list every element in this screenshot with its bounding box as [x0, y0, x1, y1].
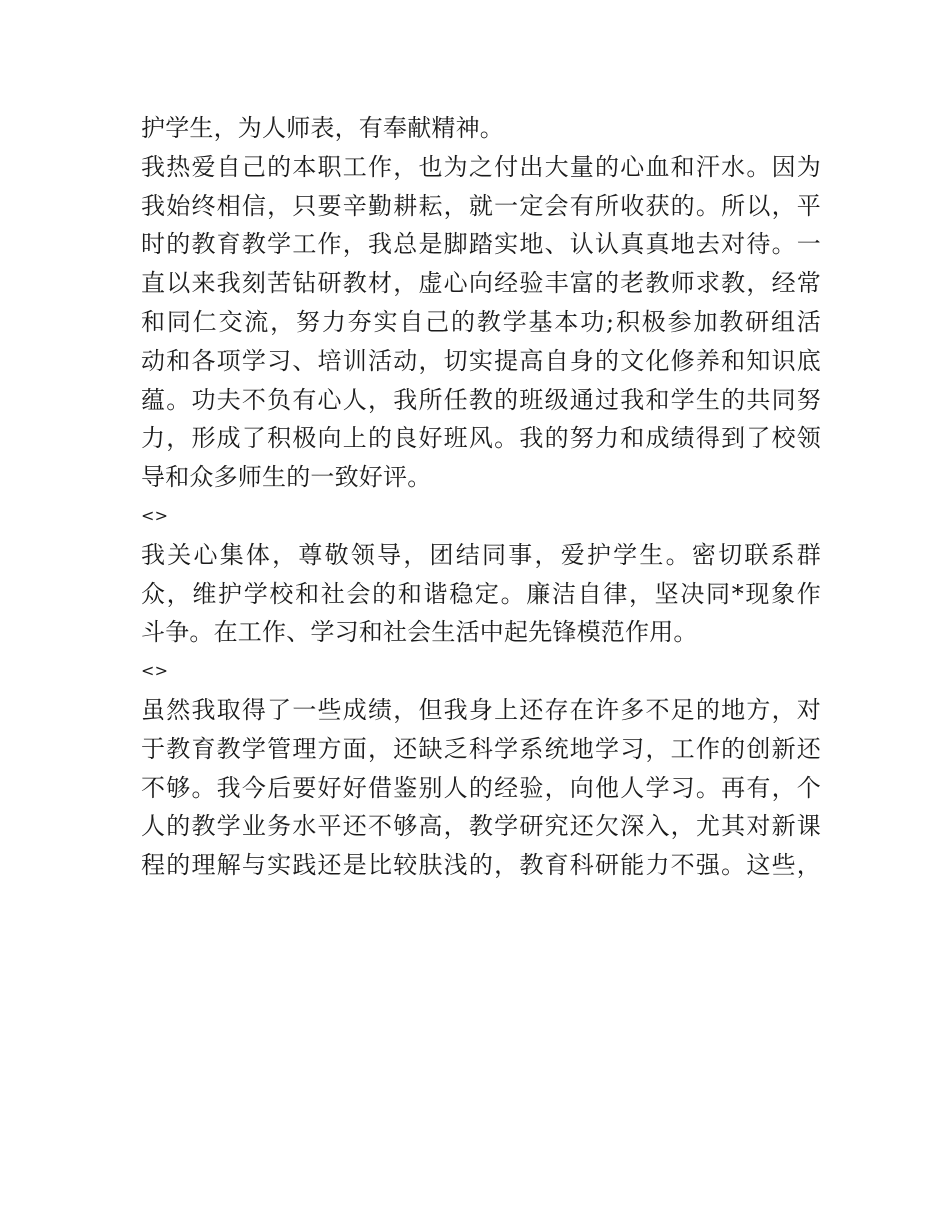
text-line: 斗争。在工作、学习和社会生活中起先锋模范作用。 — [141, 618, 698, 647]
text-line: 我关心集体，尊敬领导，团结同事，爱护学生。密切联系群 — [141, 540, 821, 569]
text-line: 动和各项学习、培训活动，切实提高自身的文化修养和知识底 — [141, 346, 821, 375]
paragraph-work-dedication — [141, 148, 821, 497]
text-line: 护学生，为人师表，有奉献精神。 — [141, 114, 504, 142]
text-line: 我热爱自己的本职工作，也为之付出大量的心血和汗水。因为 — [141, 152, 821, 181]
paragraph-continuation — [141, 109, 821, 148]
text-line: 虽然我取得了一些成绩，但我身上还存在许多不足的地方，对 — [141, 695, 821, 724]
text-line: 于教育教学管理方面，还缺乏科学系统地学习，工作的创新还 — [141, 734, 821, 763]
section-marker — [141, 497, 821, 536]
marker-text: <> — [141, 505, 169, 525]
text-line: 众，维护学校和社会的和谐稳定。廉洁自律，坚决同*现象作 — [141, 579, 821, 608]
paragraph-shortcomings — [141, 691, 821, 885]
text-line: 不够。我今后要好好借鉴别人的经验，向他人学习。再有，个 — [141, 773, 821, 802]
text-line: 导和众多师生的一致好评。 — [141, 463, 432, 492]
text-line: 程的理解与实践还是比较肤浅的，教育科研能力不强。这些， — [141, 851, 821, 880]
text-line: 和同仁交流，努力夯实自己的教学基本功;积极参加教研组活 — [141, 307, 821, 336]
document-body — [141, 109, 821, 885]
text-line: 直以来我刻苦钻研教材，虚心向经验丰富的老教师求教，经常 — [141, 269, 821, 298]
text-line: 我始终相信，只要辛勤耕耘，就一定会有所收获的。所以，平 — [141, 191, 821, 220]
text-line: 力，形成了积极向上的良好班风。我的努力和成绩得到了校领 — [141, 424, 821, 453]
text-line: 时的教育教学工作，我总是脚踏实地、认认真真地去对待。一 — [141, 230, 821, 259]
text-line: 蕴。功夫不负有心人，我所任教的班级通过我和学生的共同努 — [141, 385, 821, 414]
paragraph-collective — [141, 536, 821, 652]
marker-text: <> — [141, 661, 169, 681]
text-line: 人的教学业务水平还不够高，教学研究还欠深入，尤其对新课 — [141, 812, 821, 841]
section-marker — [141, 652, 821, 691]
